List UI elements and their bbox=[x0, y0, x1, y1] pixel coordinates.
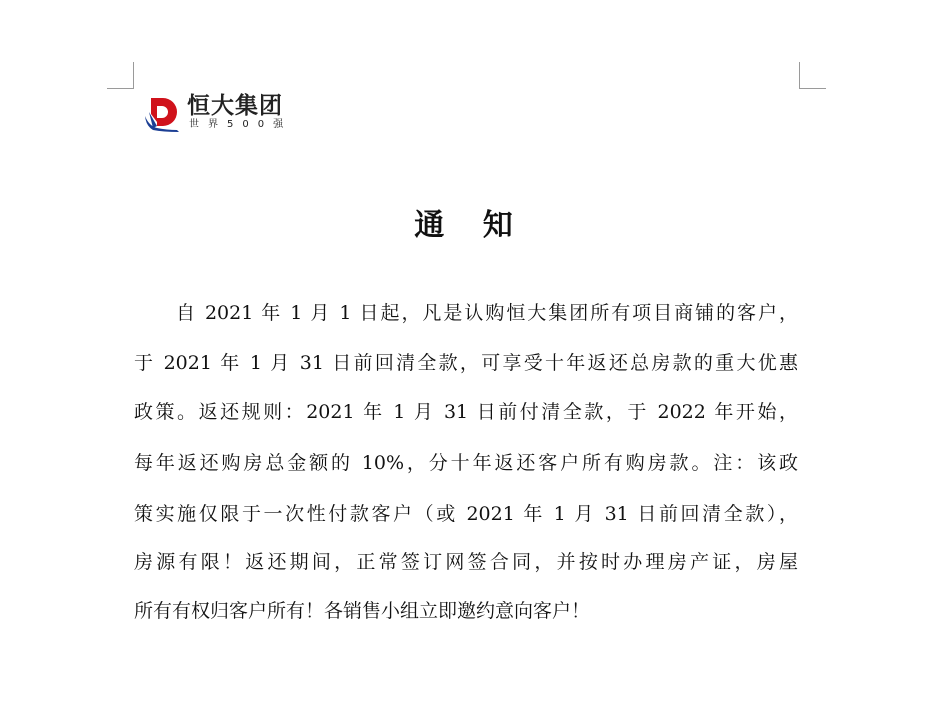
logo-mark-icon bbox=[143, 92, 181, 132]
body-line: 策实施仅限于一次性付款客户（或 2021 年 1 月 31 日前回清全款）， bbox=[134, 503, 798, 525]
body-line: 所有有权归客户所有！各销售小组立即邀约意向客户！ bbox=[134, 600, 591, 622]
margin-corner-mark-left bbox=[107, 62, 134, 89]
logo-name: 恒大集团 bbox=[187, 92, 283, 119]
body-line: 每年返还购房总金额的 10%，分十年返还客户所有购房款。注：该政 bbox=[134, 452, 798, 474]
logo-subtitle: 世界500强 bbox=[189, 118, 293, 130]
body-line: 政策。返还规则：2021 年 1 月 31 日前付清全款，于 2022 年开始， bbox=[134, 401, 798, 423]
body-line: 房源有限！返还期间，正常签订网签合同，并按时办理房产证，房屋 bbox=[134, 551, 798, 573]
document-title: 通 知 bbox=[414, 208, 527, 243]
margin-corner-mark-right bbox=[799, 62, 826, 89]
body-line: 于 2021 年 1 月 31 日前回清全款，可享受十年返还总房款的重大优惠 bbox=[134, 352, 798, 374]
company-logo bbox=[143, 92, 292, 132]
body-line: 自 2021 年 1 月 1 日起，凡是认购恒大集团所有项目商铺的客户， bbox=[134, 302, 798, 324]
